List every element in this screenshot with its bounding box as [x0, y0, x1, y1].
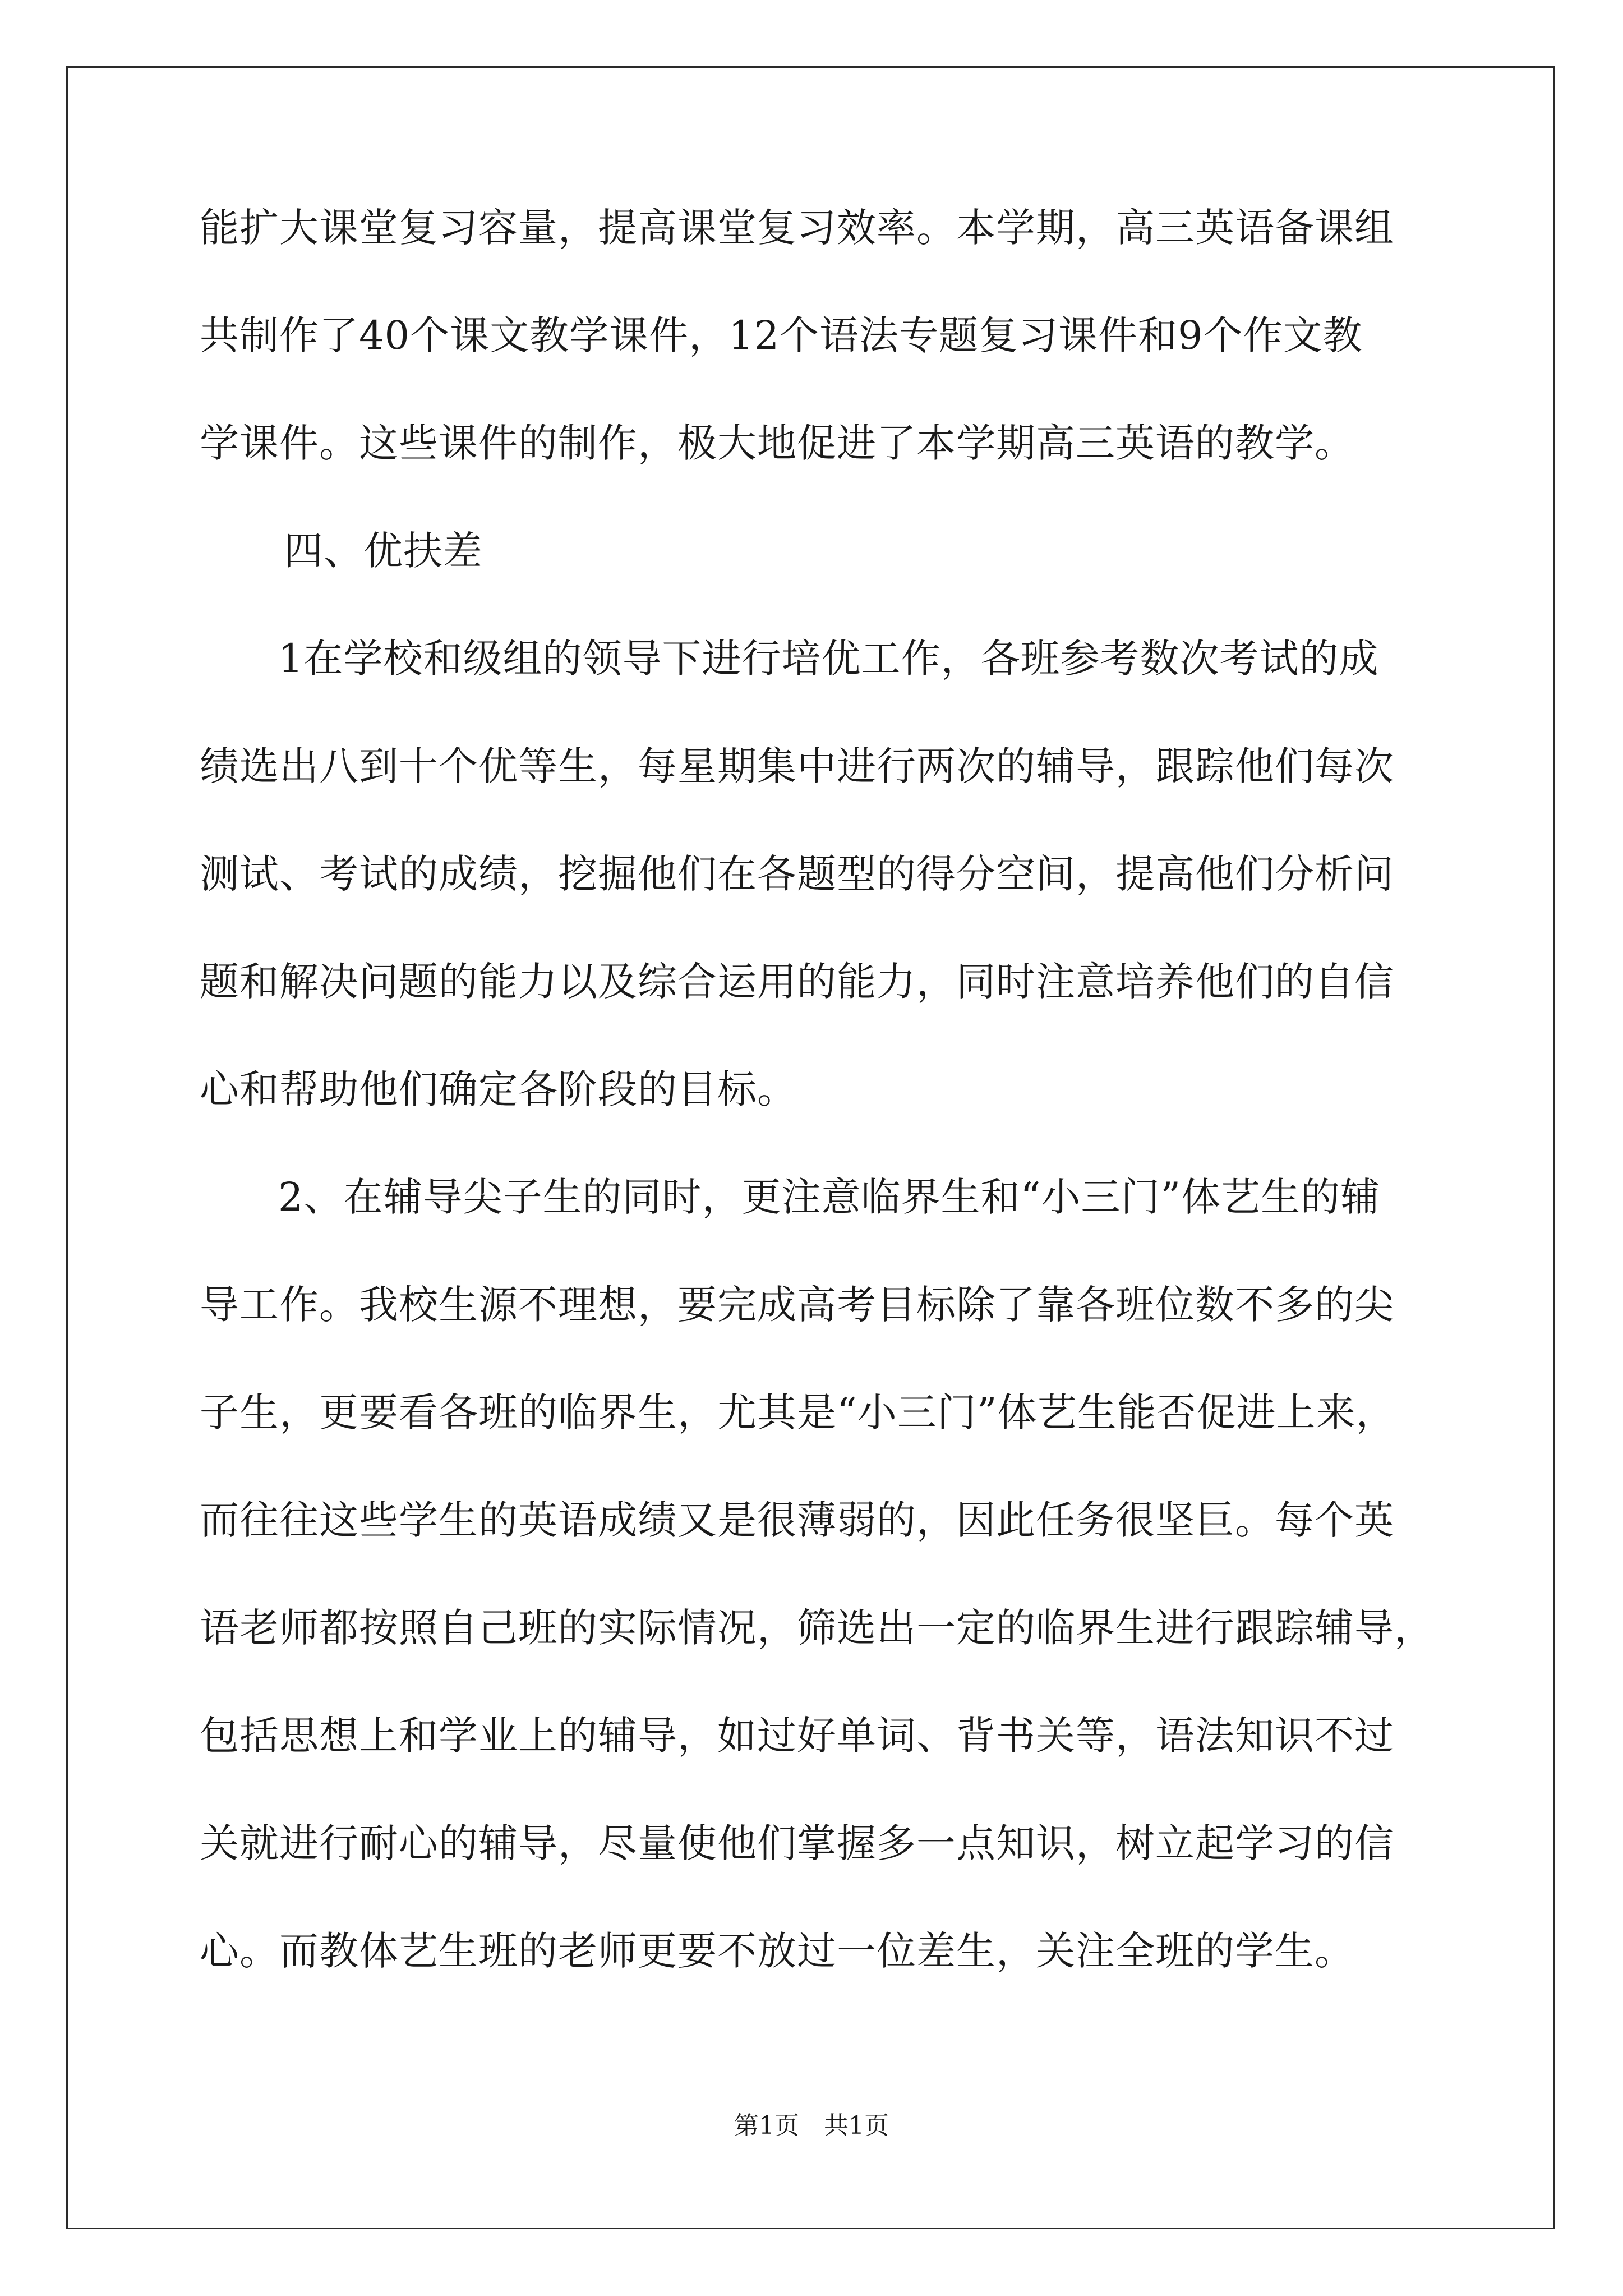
text-line: 题和解决问题的能力以及综合运用的能力，同时注意培养他们的自信 [200, 959, 1394, 1005]
text-line: 共制作了40个课文教学课件，12个语法专题复习课件和9个作文教 [200, 312, 1363, 358]
page-border [66, 66, 1555, 2229]
text-line: 子生，更要看各班的临界生，尤其是“小三门”体艺生能否促进上来， [200, 1389, 1396, 1435]
text-line: 绩选出八到十个优等生，每星期集中进行两次的辅导，跟踪他们每次 [200, 743, 1394, 789]
paragraph-first-line: 1在学校和级组的领导下进行培优工作，各班参考数次考试的成 [278, 636, 1379, 682]
section-heading: 四、优扶差 [284, 528, 483, 574]
text-line: 而往往这些学生的英语成绩又是很薄弱的，因此任务很坚巨。每个英 [200, 1497, 1394, 1543]
page-number-footer: 第1页 共1页 [734, 2111, 889, 2140]
text-line: 能扩大课堂复习容量，提高课堂复习效率。本学期，高三英语备课组 [200, 205, 1394, 251]
text-line: 关就进行耐心的辅导，尽量使他们掌握多一点知识，树立起学习的信 [200, 1820, 1394, 1866]
text-line: 心和帮助他们确定各阶段的目标。 [200, 1066, 797, 1112]
text-line: 测试、考试的成绩，挖掘他们在各题型的得分空间，提高他们分析问 [200, 851, 1394, 897]
text-line: 学课件。这些课件的制作，极大地促进了本学期高三英语的教学。 [200, 420, 1354, 466]
paragraph-first-line: 2、在辅导尖子生的同时，更注意临界生和“小三门”体艺生的辅 [278, 1174, 1381, 1220]
text-line: 语老师都按照自己班的实际情况，筛选出一定的临界生进行跟踪辅导， [200, 1605, 1434, 1651]
text-line: 导工作。我校生源不理想，要完成高考目标除了靠各班位数不多的尖 [200, 1282, 1394, 1328]
text-line: 包括思想上和学业上的辅导，如过好单词、背书关等，语法知识不过 [200, 1713, 1394, 1759]
text-line: 心。而教体艺生班的老师更要不放过一位差生，关注全班的学生。 [200, 1928, 1354, 1974]
